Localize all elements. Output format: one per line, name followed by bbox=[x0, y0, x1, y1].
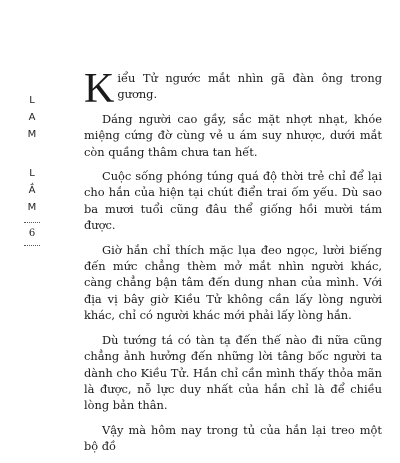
paragraph: Dù tướng tá có tàn tạ đến thế nào đi nữa cũng chẳng ảnh hưởng đến những lời tâng bốc người ta dành cho Kiều Tử. Hắn chỉ cần mình thấy thỏa mãn là được, nỗ lực duy nhất của hắn chỉ là để chiều lòng bản thân. bbox=[84, 332, 382, 413]
paragraph: Dáng người cao gầy, sắc mặt nhợt nhạt, khóe miệng cứng đờ cùng vẻ u ám suy nhược, dưới mắt còn quầng thâm chưa tan hết. bbox=[84, 111, 382, 159]
paragraph: Vậy mà hôm nay trong tủ của hắn lại treo một bộ đồ bbox=[84, 422, 382, 454]
paragraph-text: iểu Tử ngước mắt nhìn gã đàn ông trong gương. bbox=[117, 71, 382, 102]
body-text bbox=[84, 66, 382, 463]
paragraph: Giờ hắn chỉ thích mặc lụa đeo ngọc, lười biếng đến mức chẳng thèm mở mắt nhìn người khác, càng chẳng bận tâm đến dung nhan của mình. Với địa vị bây giờ Kiều Tử không cần lấy lòng người khác, chỉ có người khác mới phải lấy lòng hắn. bbox=[84, 242, 382, 323]
paragraph bbox=[84, 66, 382, 112]
side-letter: L bbox=[29, 95, 35, 106]
divider bbox=[24, 222, 40, 223]
side-letter: M bbox=[27, 129, 37, 140]
side-running-header bbox=[22, 92, 42, 246]
divider bbox=[24, 245, 40, 246]
page-number: 6 bbox=[28, 228, 36, 239]
drop-cap: K bbox=[84, 66, 115, 112]
side-letter: L bbox=[29, 168, 35, 179]
side-letter: M bbox=[27, 202, 37, 213]
paragraph: Cuộc sống phóng túng quá độ thời trẻ chỉ để lại cho hắn của hiện tại chút điển trai ốm yếu. Dù sao ba mươi tuổi cũng đâu thể giống hồi mười tám được. bbox=[84, 169, 382, 233]
side-letter: Ắ bbox=[28, 185, 36, 196]
side-letter: A bbox=[28, 112, 36, 123]
